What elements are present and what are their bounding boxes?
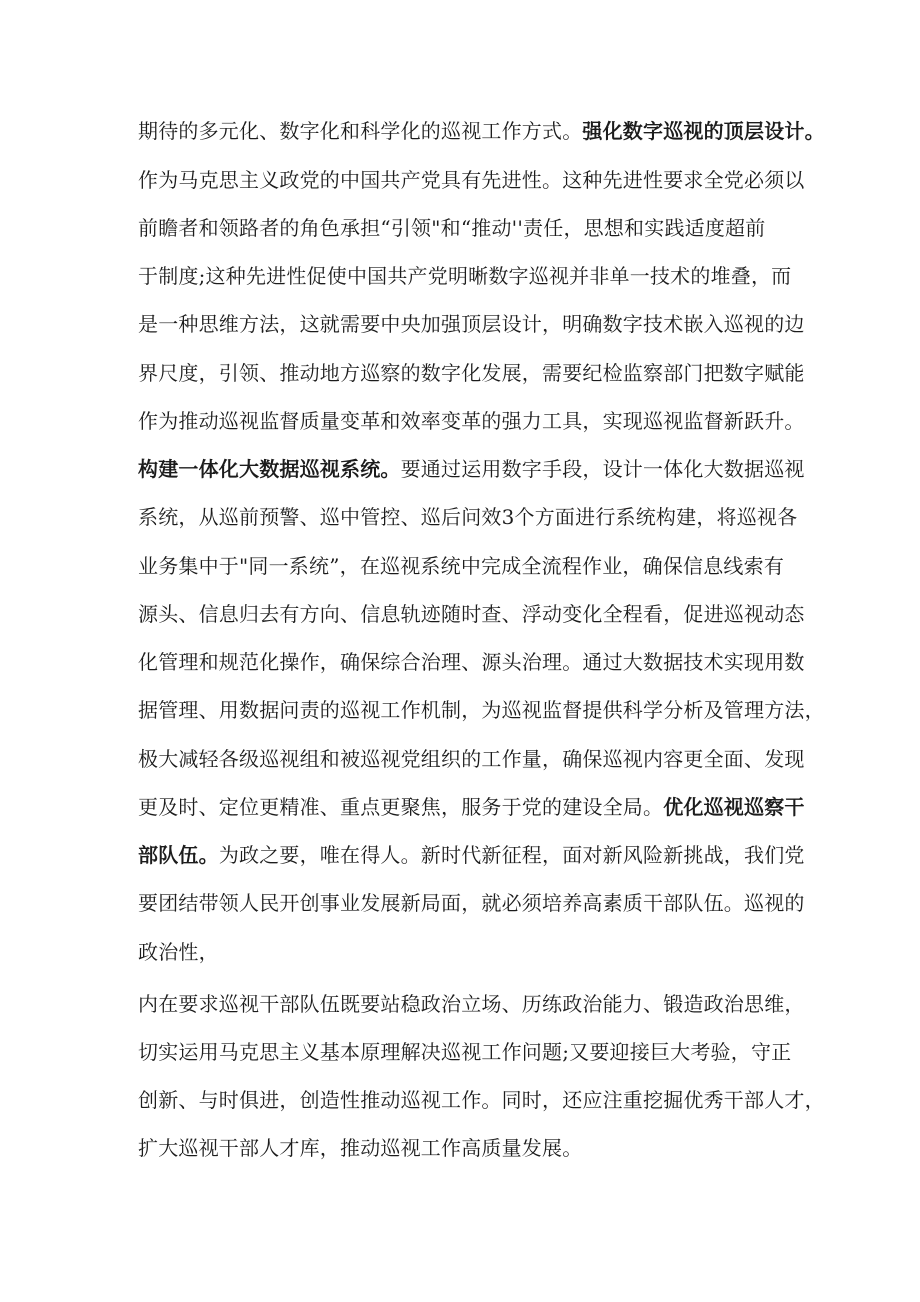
text-line: 于制度;这种先进性促使中国共产党明晰数字巡视并非单一技术的堆叠，而: [138, 264, 792, 288]
text-line: 极大减轻各级巡视组和被巡视党组织的工作量，确保巡视内容更全面、发现: [138, 747, 805, 771]
text-line: 系统，从巡前预警、巡中管控、巡后问效3个方面进行系统构建，将巡视各: [138, 505, 798, 529]
text-line: 源头、信息归去有方向、信息轨迹随时查、浮动变化全程看，促进巡视动态: [138, 602, 805, 626]
text-line: 创新、与时俱进，创造性推动巡视工作。同时，还应注重挖掘优秀干部人才，: [138, 1088, 825, 1112]
line-text: 期待的多元化、数字化和科学化的巡视工作方式。: [138, 119, 583, 143]
line-text: 为政之要，唯在得人。新时代新征程，面对新风险新挑战，我们党: [218, 843, 805, 867]
section-heading: 构建一体化大数据巡视系统。: [138, 457, 401, 481]
text-line: [138, 842, 805, 868]
section-heading: 强化数字巡视的顶层设计。: [582, 119, 825, 143]
text-line: 扩大巡视干部人才库，推动巡视工作高质量发展。: [138, 1136, 583, 1160]
text-line: 切实运用马克思主义基本原理解决巡视工作问题;又要迎接巨大考验，守正: [138, 1040, 792, 1064]
text-line: 政治性，: [138, 940, 219, 964]
text-line: 要团结带领人民开创事业发展新局面，就必须培养高素质干部队伍。巡视的: [138, 891, 805, 915]
text-line: 内在要求巡视干部队伍既要站稳政治立场、历练政治能力、锻造政治思维，: [138, 992, 805, 1016]
text-line: 作为马克思主义政党的中国共产党具有先进性。这种先进性要求全党必须以: [138, 168, 805, 192]
section-heading: 部队伍。: [138, 843, 219, 867]
text-line: [138, 794, 805, 820]
text-line: [138, 118, 825, 144]
text-line: 作为推动巡视监督质量变革和效率变革的强力工具，实现巡视监督新跃升。: [138, 409, 805, 433]
text-line: 界尺度，引领、推动地方巡察的数字化发展，需要纪检监察部门把数字赋能: [138, 361, 805, 385]
text-line: 前瞻者和领路者的角色承担“引领"和“推动''责任，思想和实践适度超前: [138, 216, 766, 240]
text-line: 据管理、用数据问责的巡视工作机制，为巡视监督提供科学分析及管理方法，: [138, 698, 825, 722]
text-line: 化管理和规范化操作，确保综合治理、源头治理。通过大数据技术实现用数: [138, 650, 805, 674]
text-line: 是一种思维方法，这就需要中央加强顶层设计，明确数字技术嵌入巡视的边: [138, 312, 805, 336]
line-text: 更及时、定位更精准、重点更聚焦，服务于党的建设全局。: [138, 795, 664, 819]
text-line: 业务集中于"同一系统”，在巡视系统中完成全流程作业，确保信息线索有: [138, 554, 785, 578]
section-heading: 优化巡视巡察干: [663, 795, 805, 819]
text-line: [138, 456, 805, 482]
line-text: 要通过运用数字手段，设计一体化大数据巡视: [400, 457, 805, 481]
